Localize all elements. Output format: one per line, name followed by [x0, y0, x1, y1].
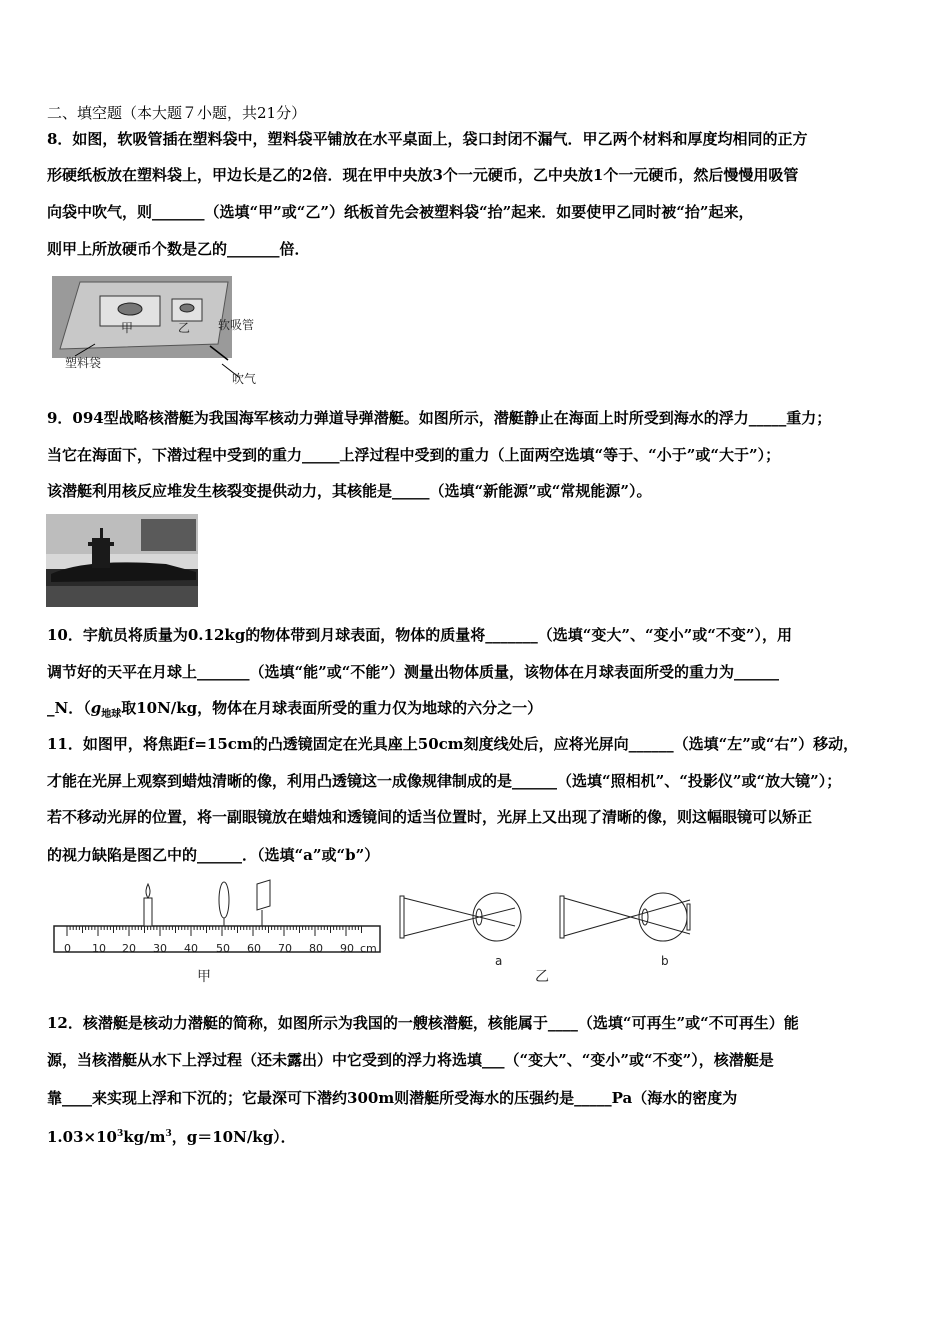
ruler-unit: cm	[360, 942, 377, 955]
q12-line-4-end: ，g＝10N/kg）．	[171, 1128, 296, 1146]
q8-line-4: 则甲上所放硬币个数是乙的_______倍．	[47, 240, 310, 258]
tick-label-40: 40	[184, 942, 198, 955]
q12-unit-exponent: 3	[165, 1129, 172, 1139]
q10-line-3	[47, 698, 542, 725]
q11-eye-figures	[395, 886, 715, 986]
q10-line-2: 调节好的天平在月球上_______（选填“能”或“不能”）测量出物体质量，该物体在月球表面所受的重力为______	[47, 663, 780, 681]
q10-line-3-end: 取10N/kg，物体在月球表面所受的重力仅为地球的六分之一）	[121, 699, 543, 717]
q9-submarine-photo	[46, 514, 198, 607]
figure-jia-caption: 甲	[197, 969, 211, 985]
q10-line-3-start: _N．（	[47, 699, 91, 717]
q12-line-2: 源，当核潜艇从水下上浮过程（还未露出）中它受到的浮力将选填___（“变大”、“变小”或“不变”），核潜艇是	[47, 1051, 774, 1069]
q9-line-2: 当它在海面下，下潜过程中受到的重力_____上浮过程中受到的重力（上面两空选填“等于、“小于”或“大于”）；	[47, 446, 781, 464]
q12-line-1: 12．核潜艇是核动力潜艇的简称，如图所示为我国的一艘核潜艇，核能属于____（选填“可再生”或“不可再生）能	[47, 1014, 799, 1032]
eye-b-label: b	[661, 954, 669, 968]
q11-line-2: 才能在光屏上观察到蜡烛清晰的像，利用凸透镜这一成像规律制成的是______（选填“照相机”、“投影仪”或“放大镜”）；	[47, 772, 842, 790]
g-symbol: g	[90, 699, 102, 717]
tick-label-90: 90	[340, 942, 354, 955]
tick-label-70: 70	[278, 942, 292, 955]
q8-line-2: 形硬纸板放在塑料袋上，甲边长是乙的2倍．现在甲中央放3个一元硬币，乙中央放1个一元硬币，然后慢慢用吸管	[47, 166, 799, 184]
q11-line-3: 若不移动光屏的位置，将一副眼镜放在蜡烛和透镜间的适当位置时，光屏上又出现了清晰的像，则这幅眼镜可以矫正	[47, 808, 813, 826]
q11-line-4: 的视力缺陷是图乙中的______．（选填“a”或“b”）	[47, 846, 380, 864]
q10-line-1: 10．宇航员将质量为0.12kg的物体带到月球表面，物体的质量将_______（选填“变大”、“变小”或“不变”），用	[47, 626, 793, 644]
tick-label-50: 50	[216, 942, 230, 955]
q8-line-1: 8．如图，软吸管插在塑料袋中，塑料袋平铺放在水平桌面上，袋口封闭不漏气．甲乙两个材料和厚度均相同的正方	[47, 130, 808, 148]
q12-exponent: 3	[116, 1129, 124, 1139]
q12-line-3: 靠____来实现上浮和下沉的；它最深可下潜约300m则潜艇所受海水的压强约是_____Pa（海水的密度为	[47, 1089, 738, 1107]
submarine-photo-drawing	[46, 514, 198, 607]
label-jia: 甲	[121, 321, 134, 335]
q12-density-unit: kg/m	[123, 1128, 166, 1146]
q9-line-3: 该潜艇利用核反应堆发生核裂变提供动力，其核能是_____（选填“新能源”或“常规能源”）。	[47, 482, 652, 500]
q8-figure-bag	[50, 274, 270, 386]
q11-line-1: 11．如图甲，将焦距f=15cm的凸透镜固定在光具座上50cm刻度线处后，应将光屏向______（选填“左”或“右”）移动，	[47, 735, 859, 753]
eye-a-label: a	[495, 954, 503, 968]
label-blow: 吹气	[232, 372, 257, 386]
q12-line-4	[47, 1124, 296, 1147]
tick-label-20: 20	[122, 942, 136, 955]
tick-label-10: 10	[92, 942, 106, 955]
earth-subscript: 地球	[101, 709, 122, 720]
label-bag: 塑料袋	[65, 356, 102, 370]
q9-line-1: 9．094型战略核潜艇为我国海军核动力弹道导弹潜艇。如图所示，潜艇静止在海面上时所受到海水的浮力_____重力；	[47, 409, 832, 427]
tick-label-30: 30	[153, 942, 167, 955]
label-straw: 软吸管	[218, 318, 255, 332]
q12-density-value: 1.03×10	[47, 1128, 117, 1146]
tick-label-0: 0	[64, 942, 71, 955]
q8-line-3: 向袋中吹气，则_______（选填“甲”或“乙”）纸板首先会被塑料袋“抬”起来．如要使甲乙同时被“抬”起来，	[47, 203, 754, 221]
q11-optical-bench-figure	[52, 876, 382, 986]
section-title: 二、填空题（本大题７小题，共21分）	[47, 104, 307, 122]
tick-label-60: 60	[247, 942, 261, 955]
figure-yi-caption: 乙	[535, 969, 549, 985]
label-yi: 乙	[178, 321, 191, 335]
tick-label-80: 80	[309, 942, 323, 955]
